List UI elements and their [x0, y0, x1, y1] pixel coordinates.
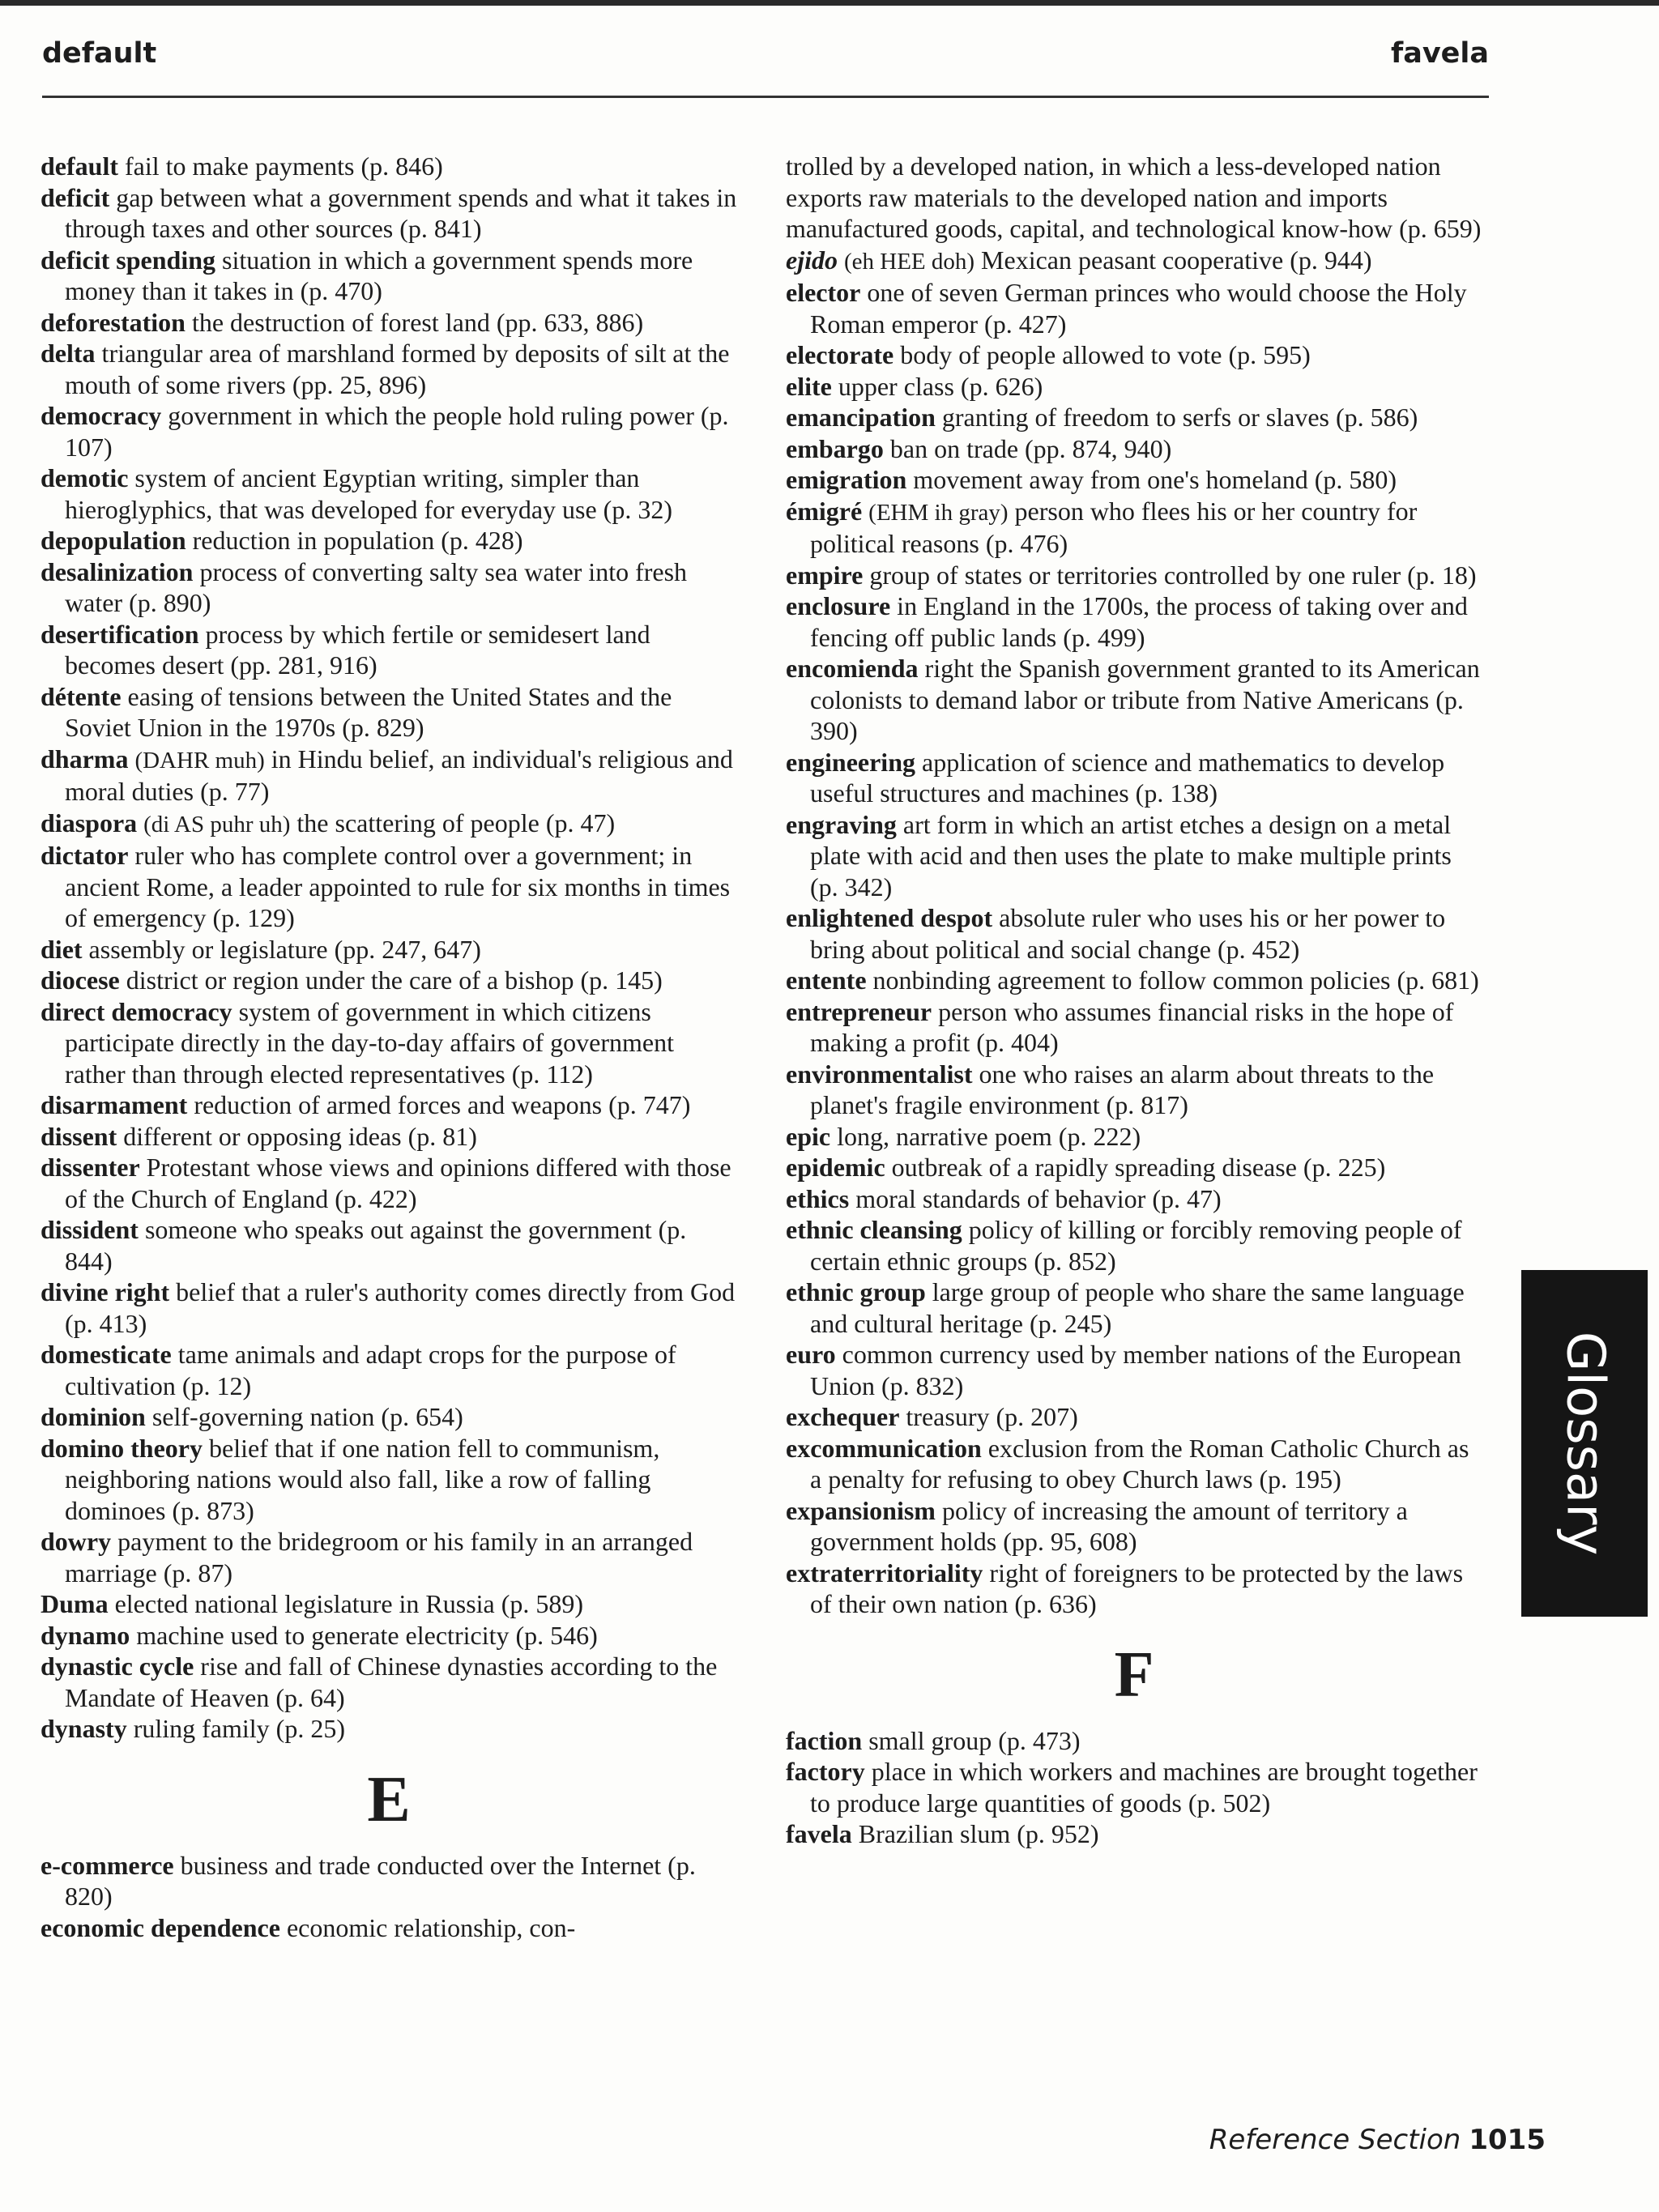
glossary-definition: nonbinding agreement to follow common policies (p. 681) — [872, 965, 1479, 995]
glossary-definition: the scattering of people (p. 47) — [296, 808, 616, 837]
glossary-entry — [41, 1912, 737, 1944]
glossary-term: engraving — [786, 809, 897, 839]
glossary-definition: movement away from one's homeland (p. 580) — [913, 465, 1397, 494]
letter-heading-e: E — [367, 1763, 411, 1835]
glossary-definition: situation in which a government spends more money than it takes in (p. 470) — [65, 245, 693, 305]
glossary-term: ethnic cleansing — [786, 1215, 962, 1244]
glossary-entry — [41, 1089, 737, 1121]
glossary-entry — [786, 277, 1482, 339]
glossary-entry — [786, 1433, 1482, 1495]
glossary-term: entrepreneur — [786, 996, 932, 1026]
footer-section: Reference Section — [1209, 2124, 1461, 2156]
glossary-term: enlightened despot — [786, 903, 993, 932]
glossary-entry — [41, 338, 737, 400]
glossary-term: economic dependence — [41, 1912, 280, 1942]
glossary-entry — [786, 1725, 1482, 1757]
glossary-entry — [786, 1818, 1482, 1850]
pronunciation: (EHM ih gray) — [868, 499, 1009, 526]
glossary-entry — [786, 902, 1482, 965]
glossary-definition: reduction in population (p. 428) — [192, 526, 523, 555]
glossary-definition: application of science and mathematics to develop useful structures and machines (p. 138) — [810, 747, 1445, 808]
glossary-term: e-commerce — [41, 1850, 174, 1880]
glossary-definition: in Hindu belief, an individual's religious and moral duties (p. 77) — [65, 744, 733, 806]
glossary-entry — [41, 462, 737, 525]
glossary-definition: assembly or legislature (pp. 247, 647) — [88, 934, 481, 964]
glossary-definition: fail to make payments (p. 846) — [125, 151, 443, 181]
glossary-term: Duma — [41, 1589, 109, 1618]
glossary-definition: group of states or territories controlled by one ruler (p. 18) — [869, 560, 1477, 590]
page-number: 1015 — [1469, 2124, 1546, 2156]
left-column — [41, 151, 737, 1943]
glossary-term: émigré — [786, 496, 863, 526]
glossary-term: democracy — [41, 401, 162, 430]
glossary-entry — [786, 433, 1482, 465]
glossary-definition: government in which the people hold ruling power (p. 107) — [65, 401, 729, 462]
glossary-entry — [786, 747, 1482, 809]
glossary-entry — [786, 245, 1482, 278]
glossary-entry — [41, 245, 737, 307]
glossary-definition: outbreak of a rapidly spreading disease (p. 225) — [891, 1153, 1386, 1182]
glossary-term: dynamo — [41, 1620, 130, 1650]
glossary-definition: absolute ruler who uses his or her power to bring about political and social change (p. 452) — [810, 903, 1446, 964]
glossary-entry — [41, 1713, 737, 1745]
glossary-entry — [41, 996, 737, 1090]
glossary-entry — [786, 339, 1482, 371]
glossary-definition: moral standards of behavior (p. 47) — [855, 1183, 1222, 1213]
glossary-entry — [786, 1059, 1482, 1121]
glossary-definition: system of government in which citizens participate directly in the day-to-day affairs of government rather than through elected representatives (p. 112) — [65, 996, 674, 1089]
glossary-entry — [786, 1339, 1482, 1401]
glossary-term: faction — [786, 1725, 863, 1755]
pronunciation: (di AS puhr uh) — [143, 811, 291, 837]
glossary-term: empire — [786, 560, 864, 590]
pronunciation: (eh HEE doh) — [843, 248, 975, 275]
glossary-term: dynasty — [41, 1714, 127, 1743]
glossary-definition: triangular area of marshland formed by deposits of silt at the mouth of some rivers (pp. 25, 896) — [65, 339, 730, 399]
glossary-entry — [41, 400, 737, 462]
glossary-definition: Protestant whose views and opinions differed with those of the Church of England (p. 422) — [65, 1153, 731, 1213]
glossary-definition: policy of increasing the amount of territory a government holds (pp. 95, 608) — [810, 1495, 1408, 1556]
glossary-entry — [41, 1526, 737, 1588]
glossary-entry — [41, 934, 737, 965]
glossary-entry — [41, 965, 737, 996]
glossary-term: domino theory — [41, 1433, 203, 1463]
glossary-term: encomienda — [786, 654, 919, 683]
glossary-term: default — [41, 151, 118, 181]
left-entry-list — [41, 151, 737, 1745]
glossary-entry — [41, 1588, 737, 1620]
glossary-definition: elected national legislature in Russia (p. 589) — [114, 1589, 584, 1618]
glossary-entry — [41, 1651, 737, 1713]
glossary-definition: reduction of armed forces and weapons (p. 747) — [194, 1090, 691, 1119]
glossary-term: diaspora — [41, 808, 138, 837]
guide-word-left: default — [42, 37, 157, 70]
glossary-term: emigration — [786, 465, 907, 494]
glossary-entry — [786, 402, 1482, 433]
glossary-term: deforestation — [41, 307, 186, 337]
pronunciation: (DAHR muh) — [134, 747, 265, 774]
glossary-entry — [786, 1121, 1482, 1153]
glossary-term: deficit spending — [41, 245, 216, 275]
glossary-definition: in England in the 1700s, the process of taking over and fencing off public lands (p. 499) — [810, 591, 1468, 652]
glossary-definition: treasury (p. 207) — [906, 1402, 1078, 1431]
glossary-term: domesticate — [41, 1340, 172, 1369]
glossary-definition: right the Spanish government granted to its American colonists to demand labor or tribute from Native Americans (p. 390) — [810, 654, 1480, 745]
glossary-term: dissent — [41, 1121, 117, 1151]
glossary-definition: different or opposing ideas (p. 81) — [123, 1121, 477, 1151]
glossary-term: direct democracy — [41, 996, 232, 1026]
glossary-entry — [786, 371, 1482, 403]
glossary-entry — [41, 1850, 737, 1912]
glossary-term: ejido — [786, 245, 838, 275]
glossary-term: dominion — [41, 1402, 146, 1431]
glossary-term: enclosure — [786, 591, 891, 620]
glossary-entry — [786, 1756, 1482, 1818]
glossary-term: exchequer — [786, 1402, 900, 1431]
glossary-entry — [786, 1152, 1482, 1183]
glossary-term: electorate — [786, 340, 894, 369]
glossary-term: divine right — [41, 1277, 170, 1306]
glossary-definition: place in which workers and machines are brought together to produce large quantities of goods (p. 502) — [810, 1757, 1478, 1818]
glossary-entry — [786, 464, 1482, 496]
glossary-term: environmentalist — [786, 1059, 973, 1089]
glossary-entry — [41, 1152, 737, 1214]
glossary-entry — [41, 1214, 737, 1276]
glossary-term: emancipation — [786, 403, 936, 432]
glossary-entry — [41, 619, 737, 681]
glossary-term: engineering — [786, 747, 915, 777]
letter-heading-f: F — [1114, 1639, 1154, 1711]
glossary-definition: person who flees his or her country for political reasons (p. 476) — [810, 496, 1418, 558]
glossary-definition: gap between what a government spends and what it takes in through taxes and other sources (p. 841) — [65, 182, 737, 243]
right-column — [786, 151, 1482, 1850]
glossary-entry — [786, 1495, 1482, 1558]
glossary-definition: one who raises an alarm about threats to the planet's fragile environment (p. 817) — [810, 1059, 1435, 1119]
page-footer — [1209, 2124, 1546, 2156]
glossary-definition: person who assumes financial risks in the hope of making a profit (p. 404) — [810, 996, 1454, 1057]
glossary-definition: rise and fall of Chinese dynasties according to the Mandate of Heaven (p. 64) — [65, 1652, 718, 1712]
glossary-term: entente — [786, 965, 867, 995]
glossary-definition: system of ancient Egyptian writing, simpler than hieroglyphics, that was developed for everyday use (p. 32) — [65, 463, 672, 524]
glossary-term: dharma — [41, 744, 129, 774]
glossary-entry — [41, 744, 737, 808]
glossary-definition: district or region under the care of a bishop (p. 145) — [126, 965, 663, 995]
glossary-entry — [41, 1121, 737, 1153]
glossary-definition: upper class (p. 626) — [838, 371, 1043, 401]
glossary-term: disarmament — [41, 1090, 188, 1119]
glossary-term: desalinization — [41, 556, 194, 586]
glossary-entry — [41, 840, 737, 934]
glossary-entry — [786, 965, 1482, 996]
glossary-term: extraterritoriality — [786, 1558, 983, 1588]
glossary-entry — [786, 809, 1482, 903]
glossary-term: depopulation — [41, 526, 186, 555]
glossary-definition: common currency used by member nations of the European Union (p. 832) — [810, 1340, 1461, 1400]
glossary-entry — [41, 1276, 737, 1339]
glossary-definition: granting of freedom to serfs or slaves (p. 586) — [941, 403, 1418, 432]
side-tab-label: Glossary — [1555, 1331, 1614, 1556]
top-rule — [0, 0, 1659, 6]
glossary-definition: ban on trade (pp. 874, 940) — [889, 433, 1172, 463]
glossary-term: ethnic group — [786, 1277, 926, 1306]
glossary-definition: ruler who has complete control over a government; in ancient Rome, a leader appointed to rule for six months in times of emergency (p. 129) — [65, 841, 731, 932]
glossary-term: expansionism — [786, 1495, 936, 1525]
glossary-entry — [41, 182, 737, 245]
glossary-entry — [41, 556, 737, 619]
glossary-definition: belief that a ruler's authority comes directly from God (p. 413) — [65, 1277, 736, 1338]
glossary-definition: self-governing nation (p. 654) — [151, 1402, 463, 1431]
glossary-term: dissident — [41, 1215, 139, 1244]
glossary-definition: small group (p. 473) — [868, 1725, 1081, 1755]
glossary-definition: process of converting salty sea water into fresh water (p. 890) — [65, 556, 688, 617]
glossary-definition: tame animals and adapt crops for the purpose of cultivation (p. 12) — [65, 1340, 676, 1400]
glossary-term: diocese — [41, 965, 120, 995]
glossary-entry — [41, 151, 737, 182]
glossary-definition: Brazilian slum (p. 952) — [858, 1819, 1099, 1848]
glossary-entry — [41, 307, 737, 339]
glossary-term: desertification — [41, 619, 199, 649]
glossary-entry — [786, 1401, 1482, 1433]
glossary-entry — [786, 496, 1482, 560]
glossary-definition: business and trade conducted over the Internet (p. 820) — [65, 1850, 696, 1911]
glossary-entry — [41, 1433, 737, 1527]
glossary-term: excommunication — [786, 1433, 982, 1463]
glossary-entry — [786, 996, 1482, 1059]
glossary-definition: exclusion from the Roman Catholic Church as a penalty for refusing to obey Church laws (p. 195) — [810, 1433, 1469, 1494]
glossary-term: dynastic cycle — [41, 1652, 194, 1681]
right-entry-list — [786, 245, 1482, 1620]
glossary-term: favela — [786, 1819, 852, 1848]
glossary-entry — [786, 1558, 1482, 1620]
glossary-entry — [41, 681, 737, 744]
glossary-entry — [786, 1214, 1482, 1276]
glossary-entry — [786, 1183, 1482, 1215]
glossary-definition: large group of people who share the same language and cultural heritage (p. 245) — [810, 1277, 1465, 1338]
glossary-definition: art form in which an artist etches a design on a metal plate with acid and then uses the plate to make multiple prints (p. 342) — [810, 809, 1452, 901]
glossary-definition: machine used to generate electricity (p. 546) — [136, 1620, 598, 1650]
glossary-term: ethics — [786, 1183, 850, 1213]
glossary-term: dissenter — [41, 1153, 140, 1182]
glossary-entry — [41, 1401, 737, 1433]
glossary-term: elite — [786, 371, 832, 401]
glossary-definition: the destruction of forest land (pp. 633, 886) — [191, 307, 644, 337]
glossary-definition: easing of tensions between the United States and the Soviet Union in the 1970s (p. 829) — [65, 681, 672, 742]
glossary-entry — [41, 808, 737, 841]
header-rule — [42, 96, 1489, 98]
glossary-entry — [41, 1620, 737, 1652]
glossary-term: dictator — [41, 841, 129, 870]
glossary-term: demotic — [41, 463, 129, 492]
glossary-definition: right of foreigners to be protected by the laws of their own nation (p. 636) — [810, 1558, 1464, 1618]
glossary-term: factory — [786, 1757, 865, 1786]
glossary-definition: process by which fertile or semidesert land becomes desert (pp. 281, 916) — [65, 619, 650, 680]
glossary-definition: belief that if one nation fell to communism, neighboring nations would also fall, like a row of falling dominoes (p. 873) — [65, 1433, 660, 1525]
glossary-definition: someone who speaks out against the government (p. 844) — [65, 1215, 687, 1276]
glossary-definition: one of seven German princes who would choose the Holy Roman emperor (p. 427) — [810, 278, 1467, 339]
glossary-definition: Mexican peasant cooperative (p. 944) — [981, 245, 1372, 275]
glossary-definition: economic relationship, con- — [286, 1912, 576, 1942]
glossary-entry — [786, 590, 1482, 653]
glossary-term: dowry — [41, 1527, 112, 1556]
glossary-definition: policy of killing or forcibly removing people of certain ethnic groups (p. 852) — [810, 1215, 1462, 1276]
glossary-term: epidemic — [786, 1153, 885, 1182]
glossary-term: deficit — [41, 182, 110, 212]
glossary-term: elector — [786, 278, 861, 307]
glossary-definition: ruling family (p. 25) — [133, 1714, 345, 1743]
glossary-entry — [41, 525, 737, 556]
glossary-definition: body of people allowed to vote (p. 595) — [900, 340, 1311, 369]
continued-definition: trolled by a developed nation, in which a less-developed nation exports raw materials to the developed nation and imports manufactured goods, capital, and technological know-how (p. 659) — [786, 151, 1482, 243]
glossary-definition: long, narrative poem (p. 222) — [837, 1121, 1141, 1151]
glossary-term: euro — [786, 1340, 836, 1369]
glossary-entry — [786, 653, 1482, 747]
glossary-term: delta — [41, 339, 96, 368]
right-entry-list-f — [786, 1725, 1482, 1850]
glossary-entry — [786, 560, 1482, 591]
glossary-entry — [41, 1339, 737, 1401]
left-entry-list-e — [41, 1850, 737, 1944]
glossary-term: embargo — [786, 433, 884, 463]
glossary-entry — [786, 1276, 1482, 1339]
glossary-term: diet — [41, 934, 83, 964]
glossary-definition: payment to the bridegroom or his family in an arranged marriage (p. 87) — [65, 1527, 693, 1588]
glossary-term: détente — [41, 681, 122, 711]
glossary-term: epic — [786, 1121, 831, 1151]
glossary-side-tab — [1521, 1270, 1648, 1617]
guide-word-right: favela — [1390, 37, 1489, 70]
